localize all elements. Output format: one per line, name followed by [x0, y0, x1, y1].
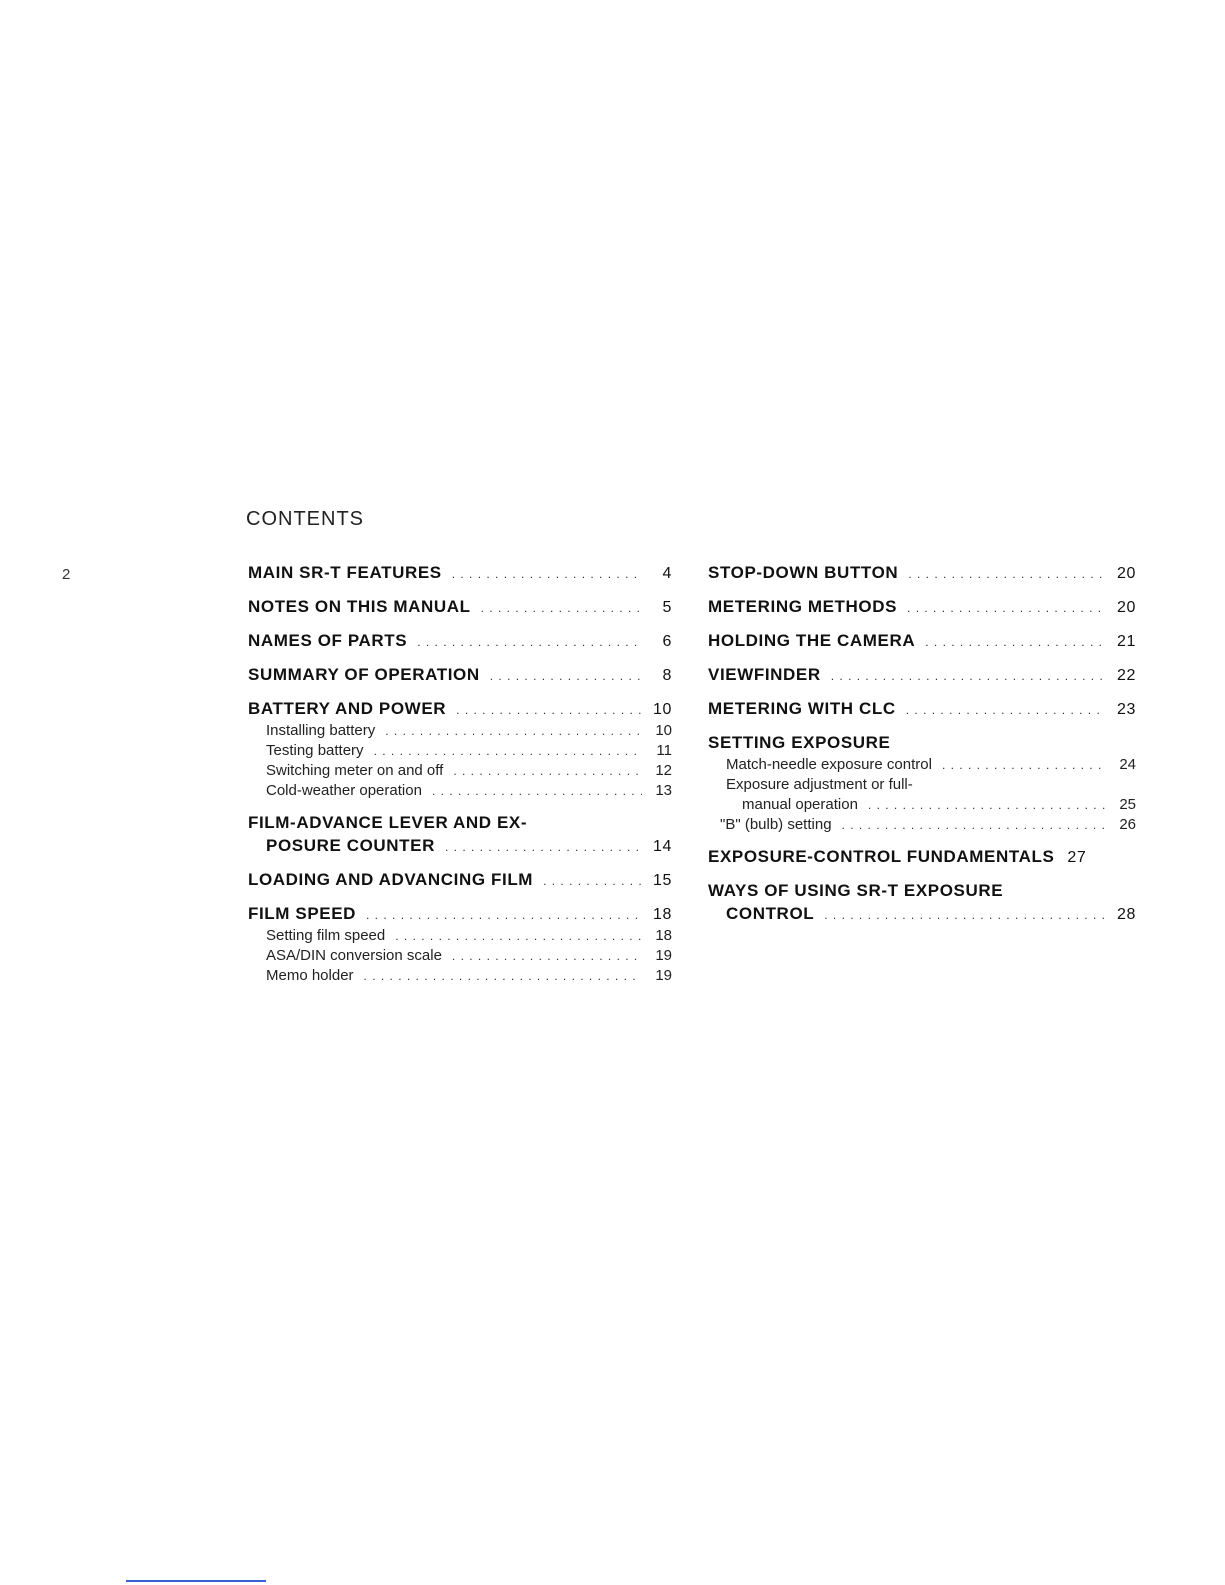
toc-subentry[interactable]: Match-needle exposure control . . . 24	[708, 756, 1136, 773]
toc-page-number: 23	[1117, 701, 1136, 718]
toc-subentry[interactable]: ASA/DIN conversion scale . . . 19	[248, 947, 672, 964]
toc-subentry[interactable]: Installing battery . . . 10	[248, 722, 672, 739]
page-number: 2	[62, 566, 71, 583]
toc-entry[interactable]: HOLDING THE CAMERA . . . 21	[708, 631, 1136, 651]
toc-page-number: 28	[1117, 906, 1136, 923]
toc-subentry[interactable]: Cold-weather operation . . . 13	[248, 782, 672, 799]
toc-entry[interactable]: VIEWFINDER . . . 22	[708, 665, 1136, 685]
contents-heading: CONTENTS	[246, 508, 364, 530]
toc-subentry[interactable]: Memo holder . . . 19	[248, 967, 672, 984]
toc-entry-continuation[interactable]: POSURE COUNTER . . . 14	[248, 836, 672, 856]
toc-subentry[interactable]: "B" (bulb) setting . . . 26	[708, 816, 1136, 833]
toc-left-column	[248, 563, 672, 998]
toc-entry[interactable]: METERING METHODS . . . 20	[708, 597, 1136, 617]
toc-entry[interactable]: WAYS OF USING SR-T EXPOSURE	[708, 881, 1004, 900]
toc-page-number: 19	[655, 947, 672, 964]
toc-page-number: 4	[662, 565, 672, 582]
toc-page-number: 20	[1117, 599, 1136, 616]
toc-page-number: 6	[662, 633, 672, 650]
toc-page-number: 13	[655, 782, 672, 799]
toc-page-number: 20	[1117, 565, 1136, 582]
toc-entry-continuation[interactable]: CONTROL . . . 28	[708, 904, 1136, 924]
toc-page-number: 15	[653, 872, 672, 889]
toc-page-number: 18	[653, 906, 672, 923]
toc-page-number: 21	[1117, 633, 1136, 650]
toc-subentry[interactable]: Switching meter on and off . . . 12	[248, 762, 672, 779]
toc-entry[interactable]: METERING WITH CLC . . . 23	[708, 699, 1136, 719]
toc-page-number: 26	[1119, 816, 1136, 833]
toc-subentry-continuation[interactable]: manual operation . . . 25	[708, 796, 1136, 813]
toc-right-column	[708, 563, 1136, 938]
toc-page-number: 10	[655, 722, 672, 739]
toc-page-number: 12	[655, 762, 672, 779]
toc-entry[interactable]: FILM-ADVANCE LEVER AND EX-	[248, 813, 528, 832]
toc-page-number: 19	[655, 967, 672, 984]
toc-page-number: 27	[1067, 849, 1087, 866]
toc-page-number: 8	[662, 667, 672, 684]
toc-page-number: 25	[1119, 796, 1136, 813]
toc-entry[interactable]: BATTERY AND POWER . . . 10	[248, 699, 672, 719]
toc-entry[interactable]: FILM SPEED . . . 18	[248, 904, 672, 924]
toc-subentry[interactable]: Exposure adjustment or full-	[726, 776, 913, 793]
toc-page-number: 18	[655, 927, 672, 944]
toc-entry[interactable]: MAIN SR-T FEATURES . . . 4	[248, 563, 672, 583]
toc-entry[interactable]: STOP-DOWN BUTTON . . . 20	[708, 563, 1136, 583]
toc-page-number: 11	[656, 742, 672, 759]
toc-entry[interactable]: EXPOSURE-CONTROL FUNDAMENTALS 27	[708, 847, 1087, 866]
toc-entry[interactable]: LOADING AND ADVANCING FILM . . . 15	[248, 870, 672, 890]
toc-subentry[interactable]: Setting film speed . . . 18	[248, 927, 672, 944]
toc-subentry[interactable]: Testing battery . . . 11	[248, 742, 672, 759]
toc-entry[interactable]: SUMMARY OF OPERATION . . . 8	[248, 665, 672, 685]
toc-entry[interactable]: NOTES ON THIS MANUAL . . . 5	[248, 597, 672, 617]
toc-page-number: 10	[653, 701, 672, 718]
toc-page-number: 5	[662, 599, 672, 616]
toc-entry[interactable]: NAMES OF PARTS . . . 6	[248, 631, 672, 651]
toc-page-number: 24	[1119, 756, 1136, 773]
bottom-rule	[126, 1580, 266, 1582]
toc-page-number: 14	[653, 838, 672, 855]
toc-entry[interactable]: SETTING EXPOSURE	[708, 733, 891, 752]
toc-page-number: 22	[1117, 667, 1136, 684]
